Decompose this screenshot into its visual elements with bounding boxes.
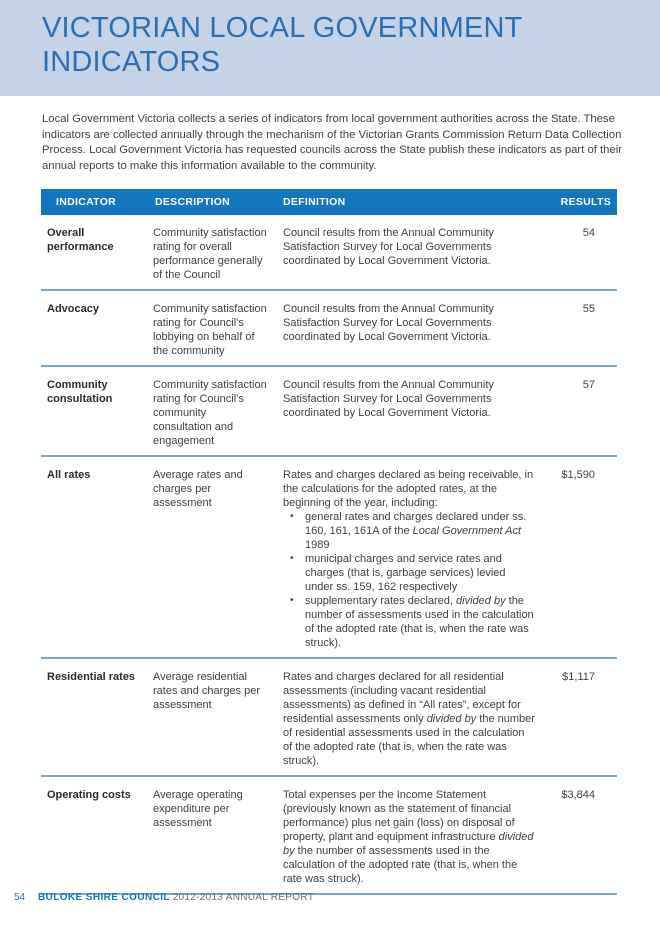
description-cell: Average residential rates and charges per assessment xyxy=(153,671,261,712)
table-body xyxy=(41,215,617,895)
table-header-row xyxy=(41,189,617,215)
table-row xyxy=(41,457,617,659)
definition-cell: Total expenses per the Income Statement (previously known as the statement of financial performance) plus net gain (loss) on disposal of property, plant and equipment infrastructure divided by the number of assessments used in the calculation of the adopted rate (that is, when the rate was struck). xyxy=(283,789,534,886)
bullet-icon: • xyxy=(290,595,294,607)
indicator-cell: Operating costs xyxy=(47,789,131,802)
header-cell-definition: DEFINITION xyxy=(283,196,346,209)
indicator-cell: All rates xyxy=(47,469,91,482)
table-row xyxy=(41,367,617,457)
description-cell: Community satisfaction rating for Council’s lobbying on behalf of the community xyxy=(153,303,267,358)
bullet-icon: • xyxy=(290,511,294,523)
footer-council: BULOKE SHIRE COUNCIL xyxy=(38,892,170,903)
definition-cell: Rates and charges declared as being receivable, in the calculations for the adopted rates, at the beginning of the year, including: • general rates and charges declared under ss. 160, 161, 161A of the Local Government Act 1989 • municipal charges and service rates and charges (that is, garbage services) levied under ss. 159, 162 respectively • supplementary rates declared, divided by the number of assessments used in the calculation of the adopted rate (that is, when the rate was struck). xyxy=(283,469,534,650)
results-cell: 54 xyxy=(582,227,595,240)
page-title: VICTORIAN LOCAL GOVERNMENT INDICATORS xyxy=(42,12,523,78)
intro-paragraph: Local Government Victoria collects a series of indicators from local government authorities across the State. These indicators are collected annually through the mechanism of the Victorian Grants Commission Return Data Collection Process. Local Government Victoria has requested councils across the State publish these indicators as part of their annual reports to make this information available to the community. xyxy=(42,113,623,172)
indicator-cell: Residential rates xyxy=(47,671,136,684)
indicators-table xyxy=(41,189,617,895)
header-cell-description: DESCRIPTION xyxy=(155,196,231,209)
table-row xyxy=(41,777,617,895)
indicator-cell: Community consultation xyxy=(47,379,113,406)
page-banner xyxy=(0,0,660,96)
description-cell: Average operating expenditure per assessment xyxy=(153,789,243,830)
footer-report: 2012-2013 ANNUAL REPORT xyxy=(172,892,315,903)
results-cell: $1,590 xyxy=(561,469,595,482)
indicator-cell: Advocacy xyxy=(47,303,99,316)
results-cell: $1,117 xyxy=(562,671,595,684)
table-row xyxy=(41,215,617,291)
description-cell: Community satisfaction rating for overall performance generally of the Council xyxy=(153,227,267,282)
description-cell: Average rates and charges per assessment xyxy=(153,469,243,510)
header-cell-indicator: INDICATOR xyxy=(56,196,117,209)
results-cell: 55 xyxy=(582,303,595,316)
definition-cell: Council results from the Annual Community Satisfaction Survey for Local Governments coordinated by Local Government Victoria. xyxy=(283,303,494,344)
results-cell: 57 xyxy=(582,379,595,392)
header-cell-results: RESULTS xyxy=(560,196,611,209)
footer-text xyxy=(38,891,314,904)
bullet-icon: • xyxy=(290,553,294,565)
definition-cell: Council results from the Annual Community Satisfaction Survey for Local Governments coordinated by Local Government Victoria. xyxy=(283,379,494,420)
indicator-cell: Overall performance xyxy=(47,227,114,254)
page-number: 54 xyxy=(14,892,26,903)
table-row xyxy=(41,291,617,367)
results-cell: $3,844 xyxy=(561,789,595,802)
table-row xyxy=(41,659,617,777)
definition-cell: Rates and charges declared for all residential assessments (including vacant residential assessments) as defined in “All rates”, except for residential assessments only divided by the number of residential assessments used in the calculation of the adopted rate (that is, when the rate was struck). xyxy=(283,671,535,768)
definition-cell: Council results from the Annual Community Satisfaction Survey for Local Governments coordinated by Local Government Victoria. xyxy=(283,227,494,268)
description-cell: Community satisfaction rating for Council’s community consultation and engagement xyxy=(153,379,267,448)
